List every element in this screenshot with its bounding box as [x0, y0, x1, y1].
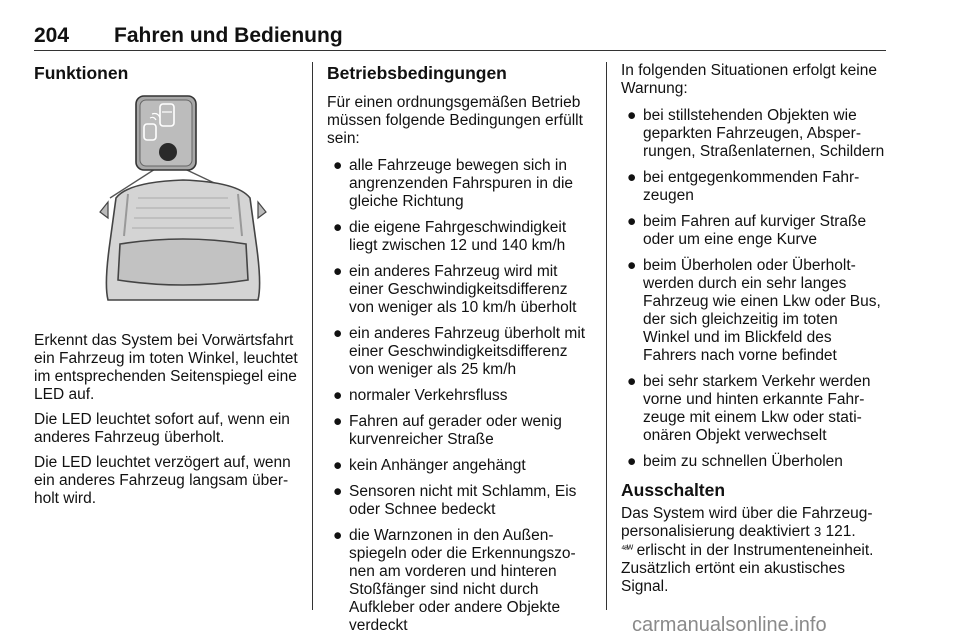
list-item — [621, 213, 887, 249]
list-item-text: normaler Verkehrsfluss — [349, 387, 508, 404]
list-item — [327, 387, 593, 405]
section-heading-ausschalten: Ausschalten — [621, 480, 726, 500]
paragraph-3: Die LED leuchtet verzögert auf, wenn ein anderes Fahrzeug langsam überholt wird. — [34, 454, 291, 507]
list-item — [621, 107, 887, 161]
no-warning-list — [621, 107, 887, 471]
list-item-text: ein anderes Fahrzeug überholt mit einer Geschwindigkeitsdifferenz von weniger als 25 km/h — [349, 325, 586, 378]
bullet-icon: ● — [627, 453, 637, 470]
paragraph-1: Erkennt das System bei Vorwärtsfahrt ein Fahrzeug im toten Winkel, leuchtet im entsprechenden Seitenspiegel eine LED auf. — [34, 332, 298, 403]
column-1 — [34, 62, 300, 515]
list-item-text: beim zu schnellen Überholen — [643, 453, 843, 470]
list-item — [621, 373, 887, 445]
column-3 — [621, 62, 887, 603]
header-divider — [34, 50, 886, 51]
bullet-icon: ● — [627, 373, 637, 390]
page-reference-link[interactable]: 121. — [825, 523, 856, 540]
list-item-text: beim Überholen oder Überholtwerden durch ein sehr langes Fahrzeug wie einen Lkw oder Bus, der sich gleichzeitig im toten Winkel und im Blickfeld des Fahrers nach vorne befindet — [643, 257, 881, 364]
deactivate-text: Das System wird über die Fahrzeugpersonalisierung deaktiviert — [621, 505, 873, 540]
bullet-icon: ● — [627, 213, 637, 230]
list-item — [327, 263, 593, 317]
bullet-icon: ● — [333, 413, 343, 430]
list-item-text: bei entgegenkommenden Fahrzeugen — [643, 169, 860, 204]
page-reference-arrow-icon: 3 — [814, 524, 822, 539]
list-item-text: kein Anhänger angehängt — [349, 457, 526, 474]
column-divider-2 — [606, 62, 607, 610]
bullet-icon: ● — [333, 457, 343, 474]
section-heading-funktionen: Funktionen — [34, 63, 129, 83]
deactivate-paragraph — [621, 505, 887, 541]
list-item — [327, 483, 593, 519]
bullet-icon: ● — [333, 483, 343, 500]
page-number: 204 — [34, 24, 70, 47]
bullet-icon: ● — [333, 527, 343, 544]
column-divider-1 — [312, 62, 313, 610]
column-2 — [327, 62, 593, 643]
bullet-icon: ● — [333, 219, 343, 236]
list-item — [327, 325, 593, 379]
list-item-text: Fahren auf gerader oder wenig kurvenreicher Straße — [349, 413, 562, 448]
indicator-text: erlischt in der Instrumenteneinheit. Zusätzlich ertönt ein akustisches Signal. — [621, 542, 874, 595]
list-item-text: bei sehr starkem Verkehr werden vorne und hinten erkannte Fahrzeuge mit einem Lkw oder stationären Objekt verwechselt — [643, 373, 871, 444]
bullet-icon: ● — [333, 263, 343, 280]
paragraph-2: Die LED leuchtet sofort auf, wenn ein anderes Fahrzeug überholt. — [34, 411, 290, 446]
bullet-icon: ● — [627, 257, 637, 274]
list-item — [327, 527, 593, 635]
list-item-text: alle Fahrzeuge bewegen sich in angrenzenden Fahrspuren in die gleiche Richtung — [349, 157, 574, 210]
blind-spot-indicator-icon: ⁴ᵃᵂ — [621, 544, 633, 555]
section-heading-betriebsbedingungen: Betriebsbedingungen — [327, 63, 507, 83]
list-item — [327, 413, 593, 449]
bullet-icon: ● — [627, 107, 637, 124]
bullet-icon: ● — [333, 387, 343, 404]
watermark: carmanualsonline.info — [632, 614, 827, 636]
list-item-text: die Warnzonen in den Außenspiegeln oder die Erkennungszonen am vorderen und hinteren Stoßfänger sind nicht durch Aufkleber oder andere Objekte verdeckt — [349, 527, 576, 634]
list-item-text: die eigene Fahrgeschwindigkeit liegt zwischen 12 und 140 km/h — [349, 219, 567, 254]
conditions-list — [327, 157, 593, 635]
list-item — [327, 157, 593, 211]
list-item — [621, 257, 887, 365]
indicator-paragraph — [621, 541, 887, 596]
list-item-text: Sensoren nicht mit Schlamm, Eis oder Schnee bedeckt — [349, 483, 577, 518]
list-item — [621, 169, 887, 205]
list-item-text: bei stillstehenden Objekten wie geparkten Fahrzeugen, Absperrungen, Straßenlaternen, Schildern — [643, 107, 885, 160]
list-item-text: ein anderes Fahrzeug wird mit einer Geschwindigkeitsdifferenz von weniger als 10 km/h überholt — [349, 263, 577, 316]
no-warning-intro: In folgenden Situationen erfolgt keine Warnung: — [621, 62, 877, 97]
list-item — [327, 457, 593, 475]
conditions-intro: Für einen ordnungsgemäßen Betrieb müssen folgende Bedingungen erfüllt sein: — [327, 94, 583, 147]
side-mirror-car-image — [98, 94, 268, 302]
list-item-text: beim Fahren auf kurviger Straße oder um eine enge Kurve — [643, 213, 867, 248]
list-item — [621, 453, 887, 471]
chapter-title: Fahren und Bedienung — [114, 24, 343, 47]
bullet-icon: ● — [627, 169, 637, 186]
list-item — [327, 219, 593, 255]
mirror-led-illustration — [98, 94, 268, 302]
bullet-icon: ● — [333, 157, 343, 174]
bullet-icon: ● — [333, 325, 343, 342]
